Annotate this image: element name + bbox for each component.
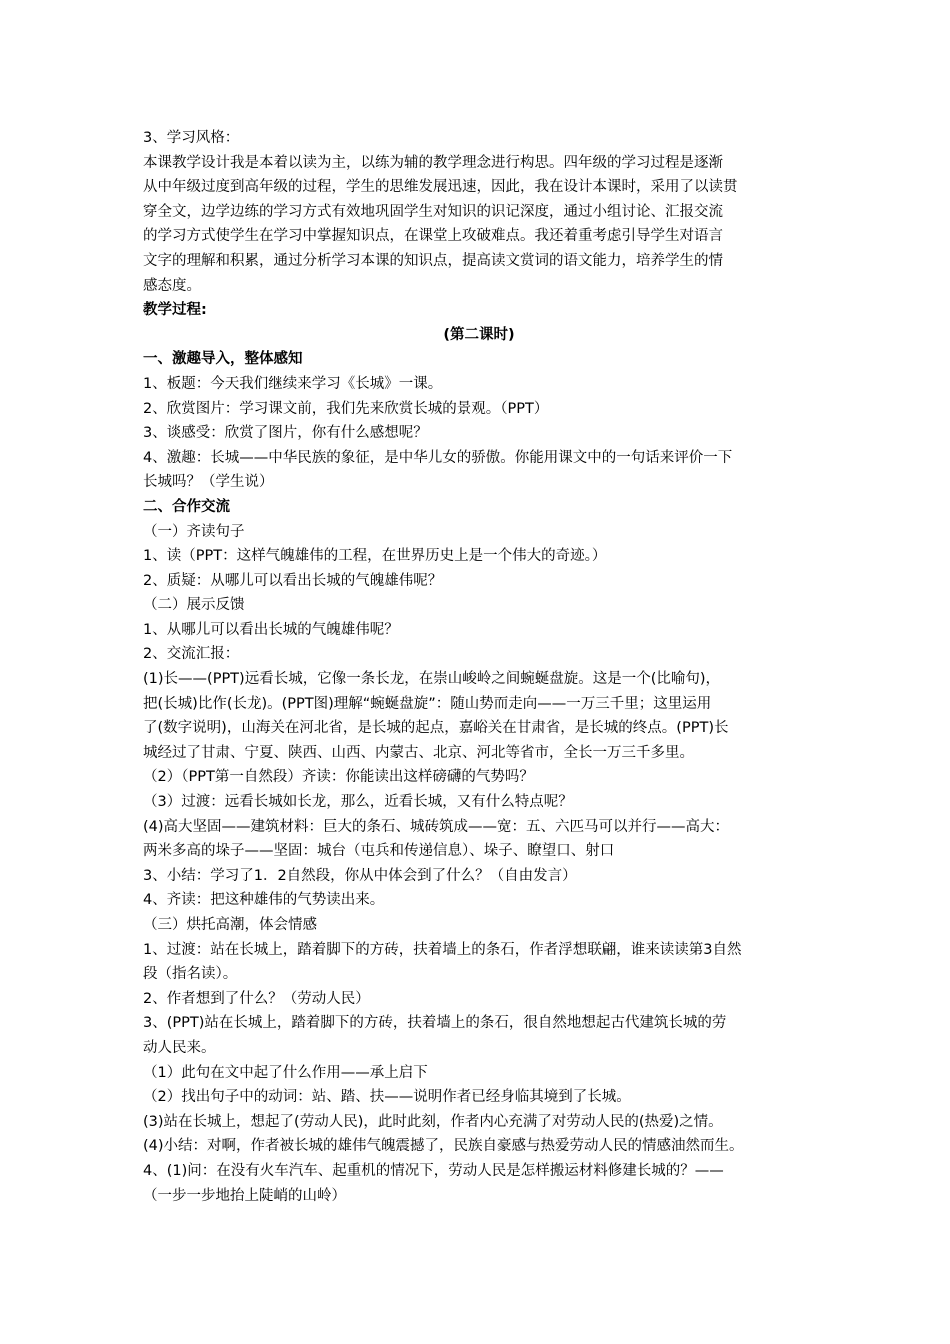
text-line: 3、小结：学习了1．2自然段，你从中体会到了什么？（自由发言）	[143, 867, 577, 884]
text-line: （3）过渡：远看长城如长龙，那么，近看长城，又有什么特点呢？	[143, 794, 573, 811]
text-line: （2）（PPT第一自然段）齐读：你能读出这样磅礴的气势吗？	[143, 769, 534, 786]
text-line: （一步一步地抬上陡峭的山岭）	[143, 1187, 346, 1204]
text-line: （2）找出句子中的动词：站、踏、扶——说明作者已经身临其境到了长城。	[143, 1089, 631, 1106]
text-line: 段（指名读）。	[143, 966, 238, 983]
text-line: 本课教学设计我是本着以读为主，以练为辅的教学理念进行构思。四年级的学习过程是逐渐	[143, 154, 723, 171]
text-line: 动人民来。	[143, 1039, 216, 1056]
text-line: 4、激趣：长城——中华民族的象征，是中华儿女的骄傲。你能用课文中的一句话来评价一下	[143, 449, 733, 466]
section-heading: 二、合作交流	[143, 498, 230, 515]
text-line: 3、学习风格：	[143, 130, 240, 146]
text-line: (1)长——(PPT)远看长城，它像一条长龙，在崇山峻岭之间蜿蜒盘旋。这是一个(比喻句)，	[143, 671, 721, 688]
text-line: 从中年级过度到高年级的过程，学生的思维发展迅速，因此，我在设计本课时，采用了以读贯	[143, 179, 738, 196]
text-line: 4、齐读：把这种雄伟的气势读出来。	[143, 892, 385, 909]
text-line: 穿全文，边学边练的学习方式有效地巩固学生对知识的识记深度，通过小组讨论、汇报交流	[143, 203, 723, 220]
text-line: 3、(PPT)站在长城上，踏着脚下的方砖，扶着墙上的条石，很自然地想起古代建筑长城的劳	[143, 1015, 727, 1032]
text-line: 1、从哪儿可以看出长城的气魄雄伟呢？	[143, 621, 399, 638]
text-line: 2、交流汇报：	[143, 646, 240, 663]
text-line: 1、板题：今天我们继续来学习《长城》一课。	[143, 375, 443, 392]
section-heading: (第二课时)	[443, 326, 515, 343]
text-line: (4)高大坚固——建筑材料：巨大的条石、城砖筑成——宽：五、六匹马可以并行——高大：	[143, 818, 730, 835]
text-line: 城经过了甘肃、宁夏、陕西、山西、内蒙古、北京、河北等省市，全长一万三千多里。	[143, 744, 694, 761]
document-page	[143, 126, 815, 1208]
text-line: 了(数字说明)，山海关在河北省，是长城的起点，嘉峪关在甘肃省，是长城的终点。(PPT)长	[143, 720, 729, 737]
text-line: 长城吗？（学生说）	[143, 474, 274, 491]
section-heading: 一、激趣导入，整体感知	[143, 351, 303, 368]
section-heading: 教学过程:	[143, 302, 207, 319]
text-line: 把(长城)比作(长龙)。(PPT图)理解“蜿蜒盘旋”：随山势而走向——一万三千里；这里运用	[143, 695, 712, 712]
text-line: (3)站在长城上，想起了(劳动人民)，此时此刻，作者内心充满了对劳动人民的(热爱)之情。	[143, 1113, 723, 1130]
text-line: （1）此句在文中起了什么作用——承上启下	[143, 1064, 428, 1081]
text-line: 1、过渡：站在长城上，踏着脚下的方砖，扶着墙上的条石，作者浮想联翩，谁来读读第3自然	[143, 941, 742, 958]
text-line: 1、读（PPT：这样气魄雄伟的工程，在世界历史上是一个伟大的奇迹。）	[143, 548, 607, 565]
text-line: （一）齐读句子	[143, 523, 245, 540]
text-line: 2、作者想到了什么？（劳动人民）	[143, 990, 370, 1007]
text-line: （二）展示反馈	[143, 597, 245, 614]
text-line: 2、质疑：从哪儿可以看出长城的气魄雄伟呢？	[143, 572, 443, 589]
text-line: 的学习方式使学生在学习中掌握知识点，在课堂上攻破难点。我还着重考虑引导学生对语言	[143, 228, 723, 245]
text-line: （三）烘托高潮，体会情感	[143, 917, 317, 933]
text-line: 4、(1)问：在没有火车汽车、起重机的情况下，劳动人民是怎样搬运材料修建长城的？——	[143, 1162, 724, 1179]
text-line: 两米多高的垛子——坚固：城台（屯兵和传递信息）、垛子、瞭望口、射口	[143, 843, 615, 860]
text-line: (4)小结：对啊，作者被长城的雄伟气魄震撼了，民族自豪感与热爱劳动人民的情感油然而生。	[143, 1138, 744, 1155]
text-line: 2、欣赏图片：学习课文前，我们先来欣赏长城的景观。（PPT）	[143, 400, 549, 417]
text-line: 文字的理解和积累，通过分析学习本课的知识点，提高读文赏词的语文能力，培养学生的情	[143, 252, 723, 269]
text-line: 3、谈感受：欣赏了图片，你有什么感想呢？	[143, 425, 428, 442]
text-line: 感态度。	[143, 277, 201, 294]
